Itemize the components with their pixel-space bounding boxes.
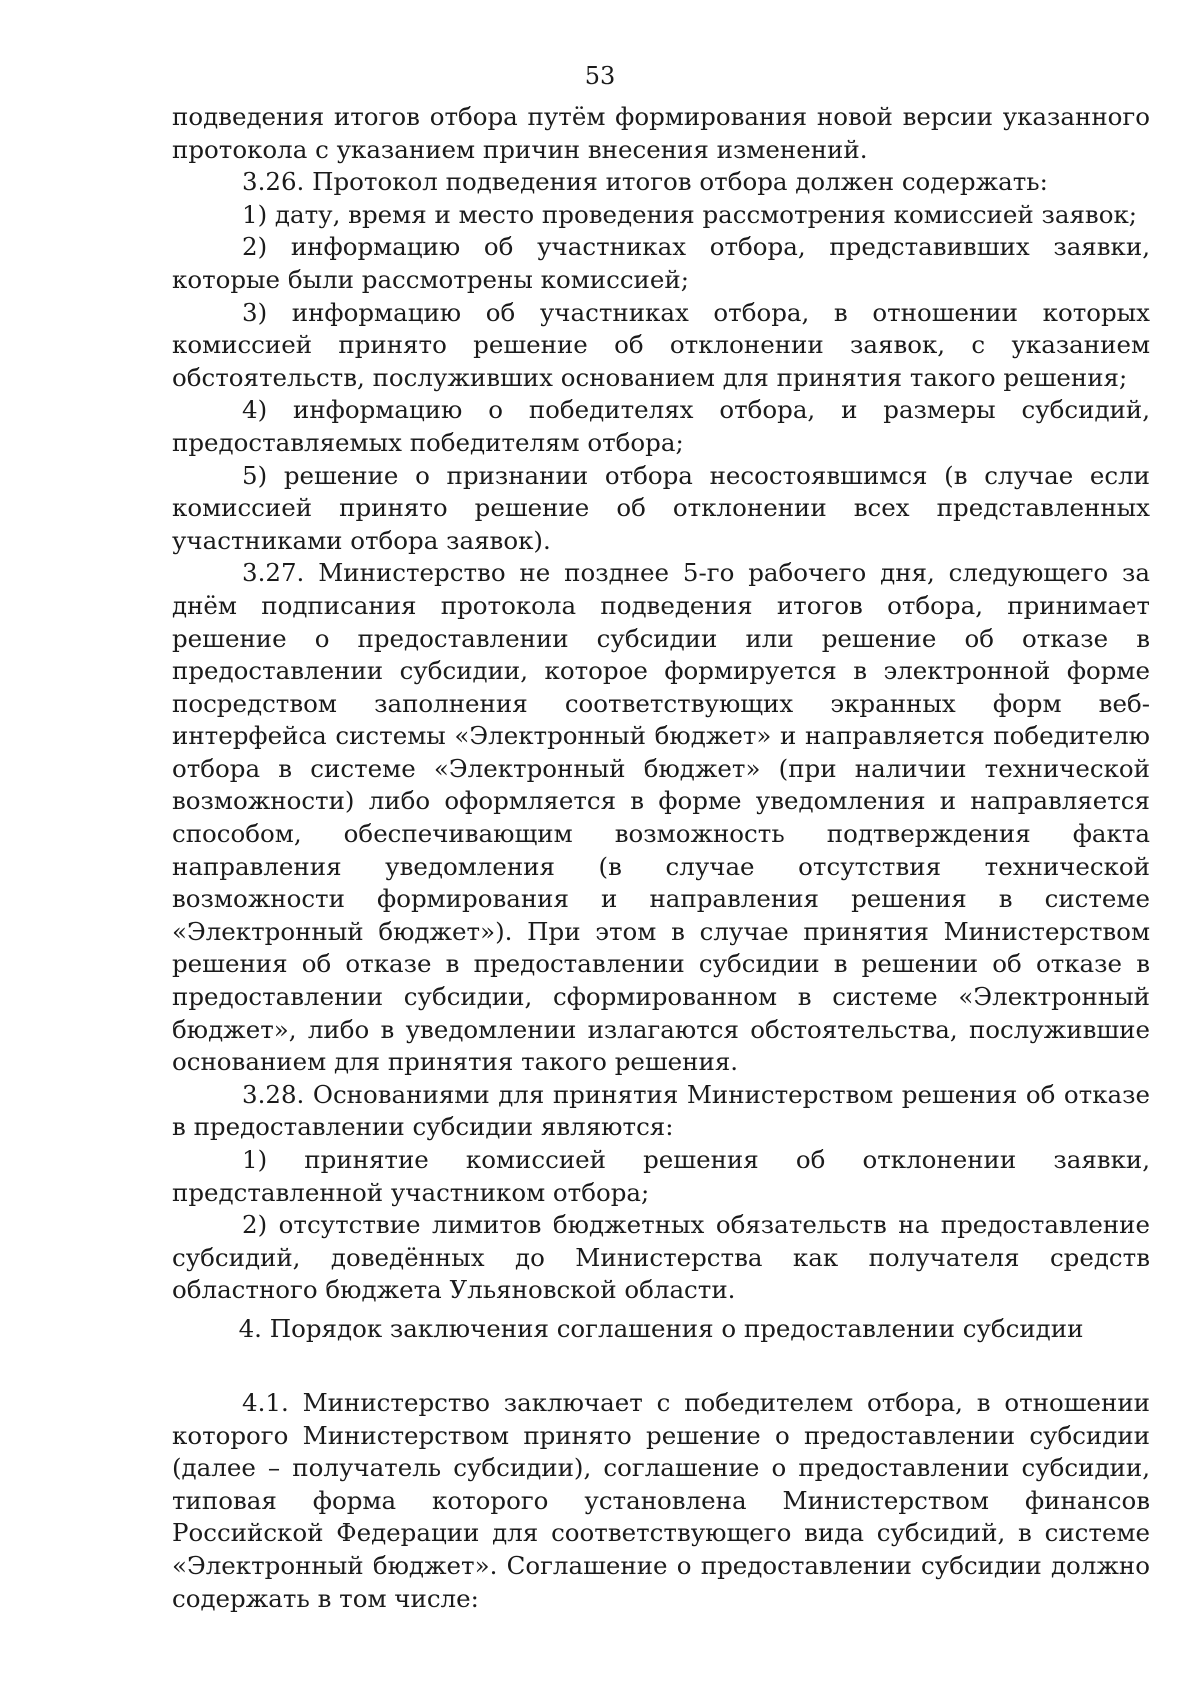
list-item-3-26-5: 5) решение о признании отбора несостоявшимся (в случае если комиссией принято решение об отклонении всех представленных участниками отбора заявок). xyxy=(172,460,1150,555)
list-item-3-26-3: 3) информацию об участниках отбора, в отношении которых комиссией принято решение об отклонении заявок, с указанием обстоятельств, послуживших основанием для принятия такого решения; xyxy=(172,297,1150,392)
document-body xyxy=(172,101,1150,1307)
list-item-3-28-1: 1) принятие комиссией решения об отклонении заявки, представленной участником отбора; xyxy=(172,1145,1150,1207)
paragraph-continuation: подведения итогов отбора путём формирования новой версии указанного протокола с указанием причин внесения изменений. xyxy=(172,102,1150,164)
paragraph-3-26: 3.26. Протокол подведения итогов отбора должен содержать: xyxy=(242,167,1048,197)
page-number: 53 xyxy=(584,62,616,90)
list-item-3-26-1: 1) дату, время и место проведения рассмотрения комиссией заявок; xyxy=(242,199,1138,229)
paragraph-4-1: 4.1. Министерство заключает с победителем отбора, в отношении которого Министерством принято решение о предоставлении субсидии (далее – получатель субсидии), соглашение о предоставлении субсидии, типовая форма которого установлена Министерством финансов Российской Федерации для соответствующего вида субсидий, в системе «Электронный бюджет». Соглашение о предоставлении субсидии должно содержать в том числе: xyxy=(172,1388,1150,1613)
paragraph-3-28: 3.28. Основаниями для принятия Министерством решения об отказе в предоставлении субсидии являются: xyxy=(172,1079,1150,1142)
paragraph-3-27: 3.27. Министерство не позднее 5-го рабочего дня, следующего за днём подписания протокола подведения итогов отбора, принимает решение о предоставлении субсидии или решение об отказе в предоставлении субсидии, которое формируется в электронной форме посредством заполнения соответствующих экранных форм веб-интерфейса системы «Электронный бюджет» и направляется победителю отбора в системе «Электронный бюджет» (при наличии технической возможности) либо оформляется в форме уведомления и направляется способом, обеспечивающим возможность подтверждения факта направления уведомления (в случае отсутствия технической возможности формирования и направления решения в системе «Электронный бюджет»). При этом в случае принятия Министерством решения об отказе в предоставлении субсидии в решении об отказе в предоставлении субсидии, сформированном в системе «Электронный бюджет», либо в уведомлении излагаются обстоятельства, послужившие основанием для принятия такого решения. xyxy=(172,558,1150,1077)
section-heading: 4. Порядок заключения соглашения о предоставлении субсидии xyxy=(238,1314,1084,1343)
list-item-3-26-4: 4) информацию о победителях отбора, и размеры субсидий, предоставляемых победителям отбора; xyxy=(172,395,1150,457)
list-item-3-26-2: 2) информацию об участниках отбора, представивших заявки, которые были рассмотрены комиссией; xyxy=(172,232,1150,294)
section-body xyxy=(172,1387,1150,1615)
list-item-3-28-2: 2) отсутствие лимитов бюджетных обязательств на предоставление субсидий, доведённых до Министерства как получателя средств областного бюджета Ульяновской области. xyxy=(172,1210,1150,1305)
